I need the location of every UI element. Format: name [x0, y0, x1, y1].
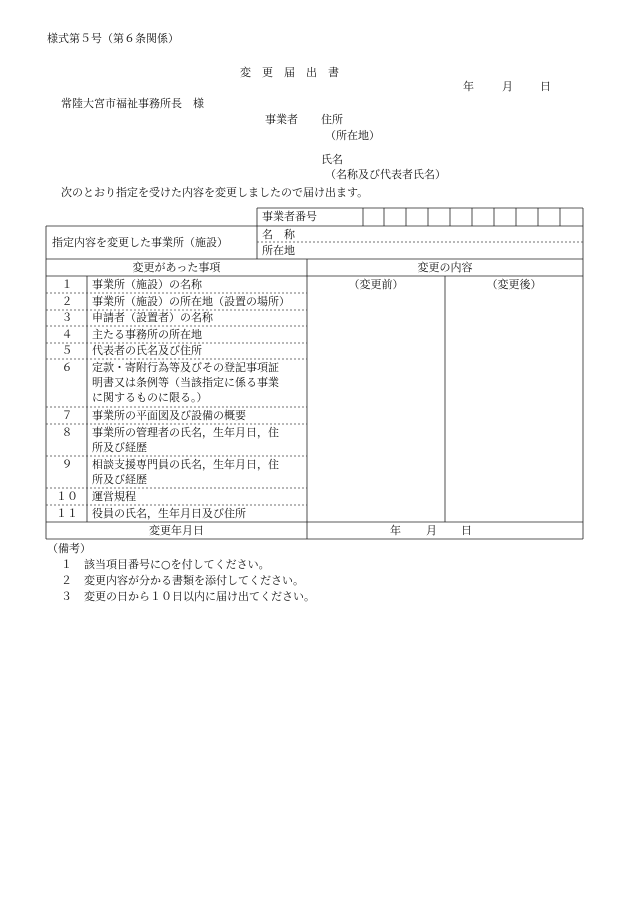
item-text: 所及び経歴 [92, 473, 147, 486]
note-text: 変更の日から１０日以内に届け出てください。 [84, 590, 315, 603]
intro-text: 次のとおり指定を受けた内容を変更しましたので届け出ます。 [61, 186, 369, 199]
item-text: 代表者の氏名及び住所 [92, 344, 202, 357]
name-label: 氏名 [321, 153, 343, 166]
note-text: 該当項目番号に○を付してください。 [84, 558, 270, 571]
item-number: １０ [56, 490, 78, 503]
item-number: ９ [61, 458, 73, 471]
change-date-year: 年 [390, 524, 401, 537]
note-number: ３ [61, 590, 72, 603]
item-text: 運営規程 [92, 490, 136, 503]
item-number: ４ [61, 328, 73, 341]
address-label: 住所 [321, 113, 343, 126]
after-label: （変更後） [486, 278, 542, 291]
item-number: ７ [61, 409, 73, 422]
item-text: 相談支援専門員の氏名，生年月日，住 [92, 458, 279, 471]
item-number: ５ [61, 344, 73, 357]
item-text: 役員の氏名，生年月日及び住所 [92, 507, 246, 520]
before-label: （変更前） [348, 278, 404, 291]
item-text: 主たる事務所の所在地 [92, 328, 202, 341]
note-number: １ [61, 558, 72, 571]
form-number: 様式第５号（第６条関係） [47, 32, 179, 45]
date-month: 月 [502, 80, 513, 93]
item-text: 申請者（設置者）の名称 [92, 311, 213, 324]
name-sub-label: （名称及び代表者氏名） [325, 168, 446, 181]
date-day: 日 [540, 80, 551, 93]
item-number: ６ [61, 361, 73, 374]
item-text: 定款・寄附行為等及びその登記事項証 [92, 361, 279, 374]
document-title: 変 更 届 出 書 [240, 66, 339, 79]
change-date-month: 月 [426, 524, 437, 537]
item-number: ３ [61, 311, 73, 324]
item-text: 事業所（施設）の名称 [92, 278, 202, 291]
item-text: 事業所の平面図及び設備の概要 [92, 409, 246, 422]
business-number-label: 事業者番号 [262, 210, 317, 223]
item-text: 所及び経歴 [92, 441, 147, 454]
note-number: ２ [61, 574, 72, 587]
change-date-day: 日 [461, 524, 472, 537]
facility-label: 指定内容を変更した事業所（施設） [52, 236, 228, 249]
item-number: ８ [61, 426, 73, 439]
applicant-role: 事業者 [265, 113, 298, 126]
addressee: 常陸大宮市福祉事務所長 様 [61, 97, 204, 110]
items-header: 変更があった事項 [132, 261, 221, 274]
item-text: 事業所の管理者の氏名，生年月日，住 [92, 426, 279, 439]
date-year: 年 [463, 80, 474, 93]
note-text: 変更内容が分かる書類を添付してください。 [84, 574, 304, 587]
item-number: １１ [56, 507, 78, 520]
change-date-label: 変更年月日 [149, 524, 204, 537]
item-number: ２ [61, 295, 73, 308]
facility-name-label: 名 称 [262, 228, 295, 241]
notes-heading: （備考） [47, 542, 91, 555]
item-number: １ [61, 278, 73, 291]
address-sub-label: （所在地） [325, 129, 380, 142]
item-text: に関するものに限る。） [92, 391, 208, 404]
item-text: 事業所（施設）の所在地（設置の場所） [92, 295, 290, 308]
facility-location-label: 所在地 [262, 244, 295, 257]
item-text: 明書又は条例等（当該指定に係る事業 [92, 376, 279, 389]
content-header: 変更の内容 [417, 261, 473, 274]
